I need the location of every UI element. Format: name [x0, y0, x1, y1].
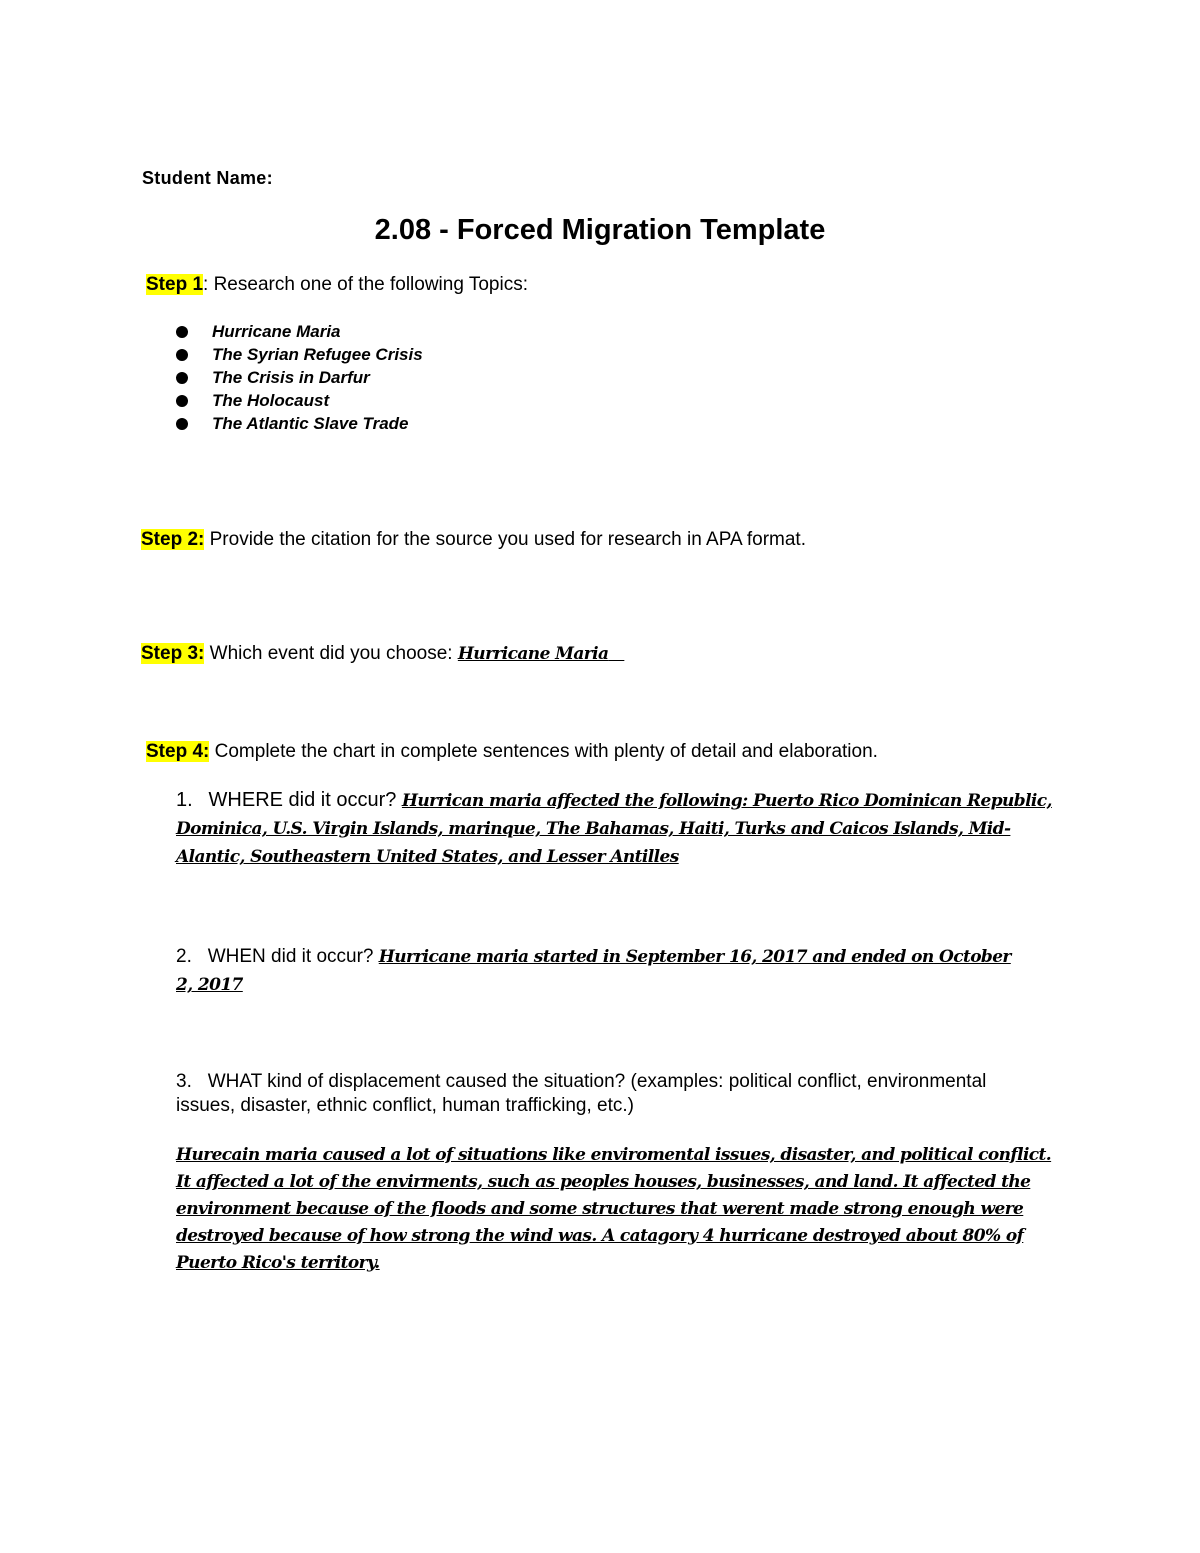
- step-1-label: Step 1: [146, 274, 204, 295]
- list-item: The Syrian Refugee Crisis: [176, 343, 423, 366]
- question-3-answer: Hurecain maria caused a lot of situations like enviromental issues, disaster, and political conflict. It affected a lot of the envirments, such as peoples houses, businesses, and land. It affected the environment because of the floods and some structures that werent made strong enough were destroyed because of how strong the wind was. A catagory 4 hurricane destroyed about 80% of Puerto Rico's territory.: [176, 1145, 1052, 1273]
- step-3-answer: Hurricane Maria: [457, 644, 609, 664]
- question-2-answer: Hurricane maria started in September 16, 2017 and ended on October 2, 2017: [176, 947, 1011, 995]
- bullet-icon: [176, 418, 188, 430]
- step-3-label: Step 3:: [141, 643, 205, 664]
- question-3: 3. WHAT kind of displacement caused the situation? (examples: political conflict, environmental issues, disaster, ethnic conflict, human trafficking, etc.): [176, 1071, 987, 1116]
- step-2-text: Provide the citation for the source you used for research in APA format.: [204, 529, 806, 550]
- question-1-prompt: WHERE did it occur?: [208, 789, 402, 811]
- question-1: 1. WHERE did it occur? Hurrican maria affected the following: Puerto Rico Dominican Republic, Dominica, U.S. Virgin Islands, marinque, The Bahamas, Haiti, Turks and Caicos Islands, Mid-Alantic, Southeastern United States, and Lesser Antilles: [176, 789, 1052, 867]
- step-2: [141, 529, 806, 551]
- question-2: 2. WHEN did it occur? Hurricane maria started in September 16, 2017 and ended on October 2, 2017: [176, 946, 1011, 995]
- step-3-text: Which event did you choose:: [204, 643, 458, 664]
- question-2-prompt: WHEN did it occur?: [207, 946, 379, 967]
- list-item: The Crisis in Darfur: [176, 366, 423, 389]
- topic-list: [176, 320, 423, 435]
- bullet-icon: [176, 372, 188, 384]
- list-item: The Atlantic Slave Trade: [176, 412, 423, 435]
- question-1-answer: Hurrican maria affected the following: Puerto Rico Dominican Republic, Dominica, U.S. Virgin Islands, marinque, The Bahamas, Haiti, Turks and Caicos Islands, Mid-Alantic, Southeastern United States, and Lesser Antilles: [176, 791, 1052, 867]
- bullet-icon: [176, 395, 188, 407]
- bullet-icon: [176, 326, 188, 338]
- step-4-label: Step 4:: [146, 741, 210, 762]
- step-1: [146, 274, 528, 296]
- list-item: Hurricane Maria: [176, 320, 423, 343]
- step-4: [146, 741, 878, 763]
- step-2-label: Step 2:: [141, 529, 205, 550]
- step-1-text: : Research one of the following Topics:: [203, 274, 528, 295]
- step-3: [141, 643, 624, 665]
- question-3-prompt: WHAT kind of displacement caused the situation? (examples: political conflict, environmental issues, disaster, ethnic conflict, human trafficking, etc.): [176, 1071, 987, 1116]
- step-4-text: Complete the chart in complete sentences with plenty of detail and elaboration.: [209, 741, 878, 762]
- page-title: 2.08 - Forced Migration Template: [374, 214, 826, 246]
- bullet-icon: [176, 349, 188, 361]
- student-name-label: Student Name:: [142, 168, 273, 188]
- list-item: The Holocaust: [176, 389, 423, 412]
